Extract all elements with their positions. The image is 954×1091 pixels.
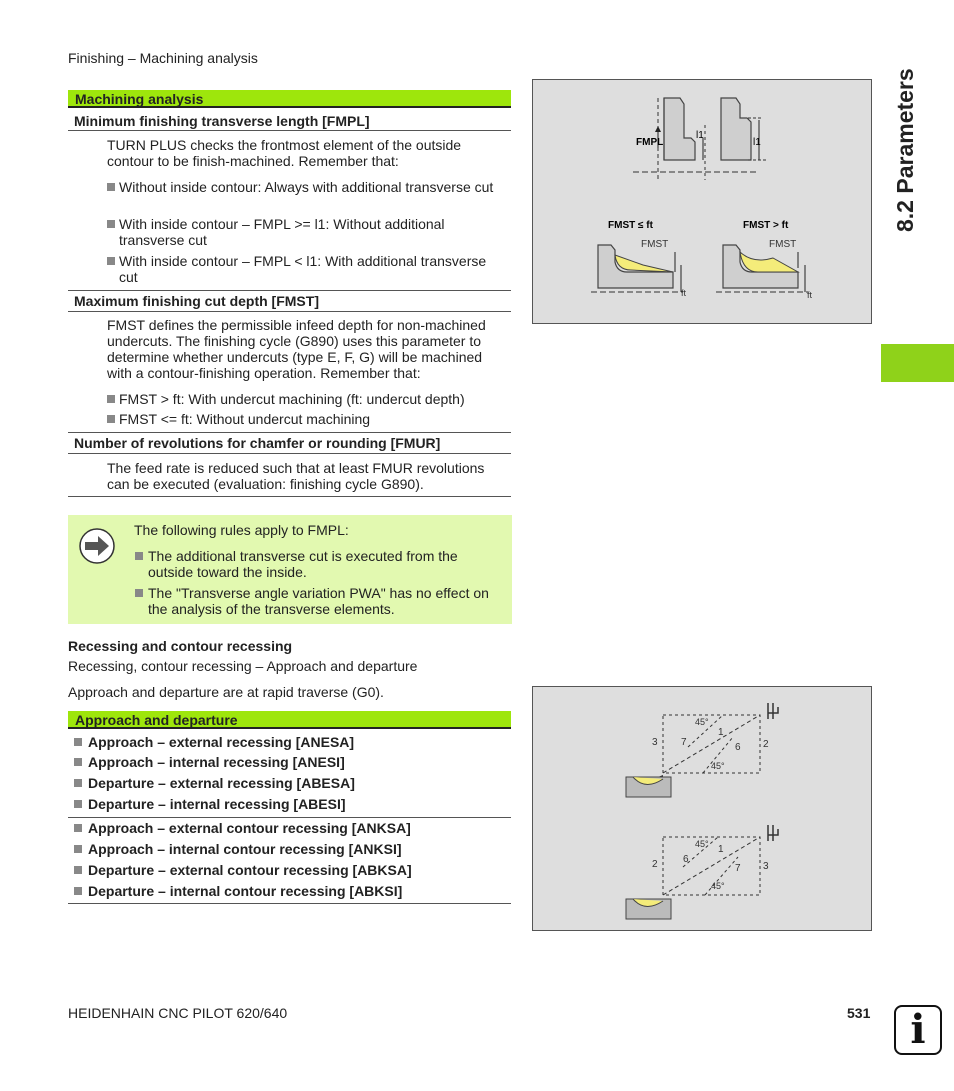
param-item: Approach – external recessing [ANESA] xyxy=(74,734,504,750)
param-item: Approach – internal contour recessing [ANKSI] xyxy=(74,841,504,857)
fmpl-label: FMPL xyxy=(636,137,664,148)
bullet-square-icon xyxy=(74,758,82,766)
divider xyxy=(68,903,511,904)
ft-label: ft xyxy=(807,290,813,300)
fmst-bullet: FMST <= ft: Without undercut machining xyxy=(107,411,507,427)
divider xyxy=(68,432,511,433)
bullet-square-icon xyxy=(74,779,82,787)
running-header: Finishing – Machining analysis xyxy=(68,50,258,66)
info-glyph: i xyxy=(910,1006,926,1053)
path-number: 7 xyxy=(735,863,741,874)
page-number: 531 xyxy=(847,1005,871,1021)
figure-fmpl-fmst xyxy=(532,79,872,324)
fmst-label: FMST xyxy=(769,239,797,250)
path-number: 2 xyxy=(763,739,769,750)
param-item: Departure – external recessing [ABESA] xyxy=(74,775,504,791)
table-title-approach-departure: Approach and departure xyxy=(68,711,511,729)
fmpl-bullet: With inside contour – FMPL >= l1: Without additional transverse cut xyxy=(107,216,507,248)
bullet-square-icon xyxy=(74,800,82,808)
path-number: 6 xyxy=(735,742,741,753)
chapter-side-title: 8.2 Parameters xyxy=(892,68,918,232)
path-number: 3 xyxy=(763,861,769,872)
param-item: Departure – internal contour recessing [ABKSI] xyxy=(74,883,504,899)
angle-label: 45° xyxy=(711,881,725,891)
path-number: 2 xyxy=(652,859,658,870)
angle-label: 45° xyxy=(695,839,709,849)
bullet-square-icon xyxy=(74,845,82,853)
bullet-square-icon xyxy=(107,257,115,265)
footer-product: HEIDENHAIN CNC PILOT 620/640 xyxy=(68,1005,288,1021)
bullet-square-icon xyxy=(107,220,115,228)
fmst-bullet: FMST > ft: With undercut machining (ft: undercut depth) xyxy=(107,391,507,407)
param-item: Approach – internal recessing [ANESI] xyxy=(74,754,504,770)
arrow-right-icon xyxy=(78,527,116,565)
angle-label: 45° xyxy=(711,761,725,771)
chapter-tab-marker xyxy=(881,344,954,382)
divider xyxy=(68,496,511,497)
info-icon xyxy=(894,1005,942,1055)
fmpl-text: TURN PLUS checks the frontmost element of the outside contour to be finish-machined. Remember that: xyxy=(107,137,462,169)
ft-label: ft xyxy=(681,288,687,298)
bullet-square-icon xyxy=(107,415,115,423)
note-bullet: The additional transverse cut is executed from the outside toward the inside. xyxy=(135,548,505,580)
bullet-square-icon xyxy=(74,887,82,895)
path-number: 1 xyxy=(718,844,724,855)
divider xyxy=(68,130,511,131)
recessing-heading: Recessing and contour recessing xyxy=(68,638,293,654)
divider xyxy=(68,311,511,312)
fmst-label: FMST xyxy=(641,239,669,250)
divider xyxy=(68,817,511,818)
table-title-machining-analysis: Machining analysis xyxy=(68,90,511,108)
note-bullet: The "Transverse angle variation PWA" has no effect on the analysis of the transverse elements. xyxy=(135,585,505,617)
recessing-text: Approach and departure are at rapid traverse (G0). xyxy=(68,684,384,700)
recessing-subline: Recessing, contour recessing – Approach and departure xyxy=(68,658,418,674)
fmpl-heading: Minimum finishing transverse length [FMPL] xyxy=(74,113,370,129)
bullet-square-icon xyxy=(74,866,82,874)
param-item: Departure – external contour recessing [ABKSA] xyxy=(74,862,504,878)
bullet-square-icon xyxy=(135,552,143,560)
approach-departure-diagram xyxy=(533,687,871,930)
path-number: 7 xyxy=(681,737,687,748)
path-number: 3 xyxy=(652,737,658,748)
divider xyxy=(68,290,511,291)
fmpl-fmst-diagram xyxy=(533,80,871,323)
bullet-square-icon xyxy=(135,589,143,597)
fmur-text: The feed rate is reduced such that at least FMUR revolutions can be executed (evaluation: finishing cycle G890). xyxy=(107,460,485,492)
note-intro: The following rules apply to FMPL: xyxy=(134,522,349,538)
bullet-square-icon xyxy=(74,824,82,832)
fmst-heading: Maximum finishing cut depth [FMST] xyxy=(74,293,319,309)
path-number: 6 xyxy=(683,854,689,865)
param-item: Departure – internal recessing [ABESI] xyxy=(74,796,504,812)
fmpl-bullet: With inside contour – FMPL < l1: With additional transverse cut xyxy=(107,253,507,285)
path-number: 1 xyxy=(718,727,724,738)
bullet-square-icon xyxy=(74,738,82,746)
fmur-heading: Number of revolutions for chamfer or rounding [FMUR] xyxy=(74,435,441,451)
angle-label: 45° xyxy=(695,717,709,727)
divider xyxy=(68,453,511,454)
figure-approach-departure xyxy=(532,686,872,931)
caption-fmst-le-ft: FMST ≤ ft xyxy=(608,220,653,231)
l1-label: l1 xyxy=(753,137,761,148)
l1-label: l1 xyxy=(696,130,704,141)
bullet-square-icon xyxy=(107,183,115,191)
param-item: Approach – external contour recessing [ANKSA] xyxy=(74,820,504,836)
fmpl-bullet: Without inside contour: Always with additional transverse cut xyxy=(107,179,507,195)
caption-fmst-gt-ft: FMST > ft xyxy=(743,220,789,231)
bullet-square-icon xyxy=(107,395,115,403)
fmst-text: FMST defines the permissible infeed depth for non-machined undercuts. The finishing cycle (G890) uses this parameter to determine whether undercuts (type E, F, G) will be machined with a contour-finishing operation. Remember that: xyxy=(107,317,486,381)
